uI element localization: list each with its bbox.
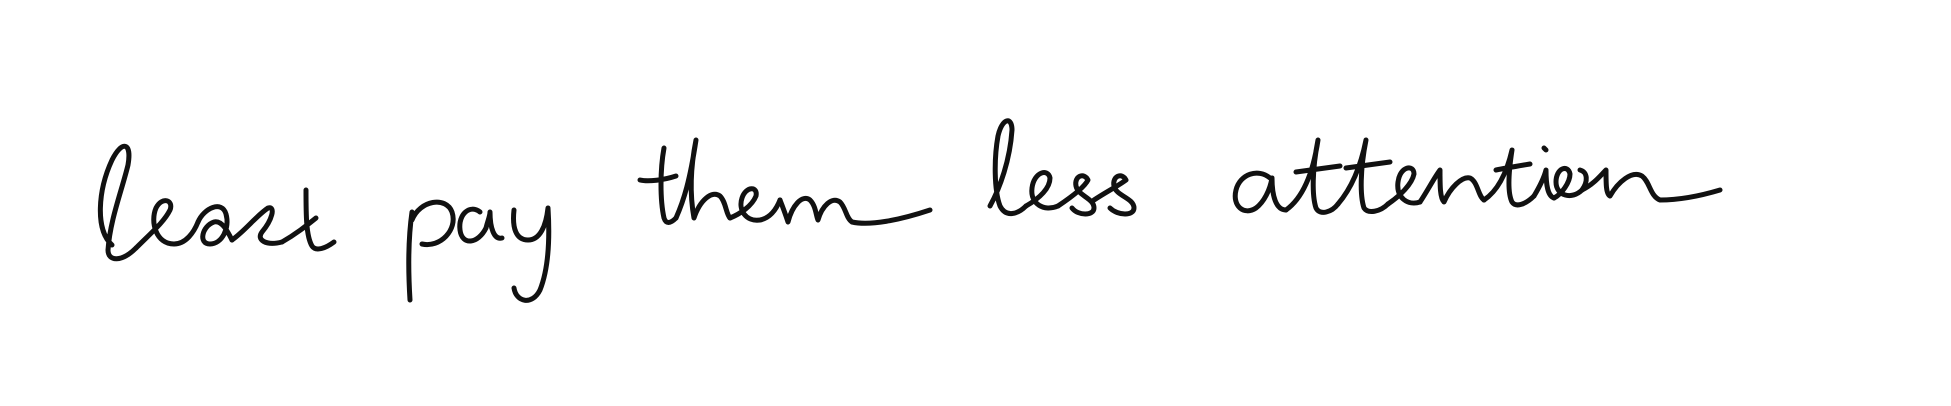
word-less [990,121,1134,214]
word-pay [409,202,549,300]
word-them [640,140,930,223]
word-attention [1235,140,1720,212]
word-least [100,146,334,258]
